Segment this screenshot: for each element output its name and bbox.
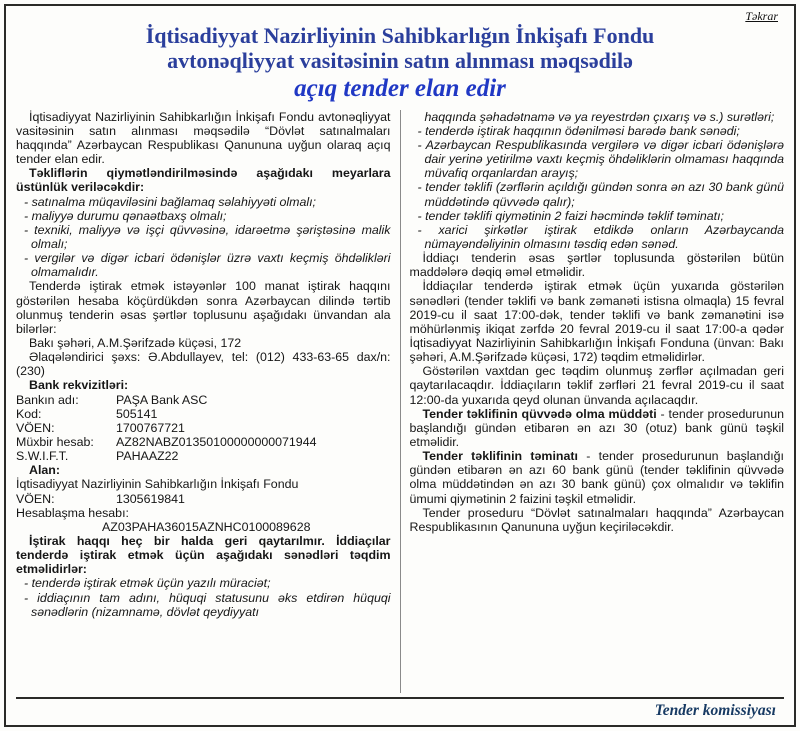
repeat-note: Təkrar (745, 9, 778, 23)
list-item: - Azərbaycan Respublikasında vergilərə və digər icbari ödənişlərə dair yerinə yetirilmə vaxtı keçmiş öhdəliklərin olmaması haqqında müvafiq orqanlardan arayış; (417, 138, 784, 181)
detail-value: PAŞA Bank ASC (116, 392, 208, 407)
title-line-3: açıq tender elan edir (294, 75, 506, 103)
detail-label: VÖEN: (16, 491, 55, 506)
left-column (16, 110, 400, 693)
list-item: - xarici şirkətlər iştirak etdikdə onların Azərbaycanda nümayəndəliyinin olmasını təsdiq edən sənəd. (417, 222, 784, 252)
paragraph (410, 407, 785, 449)
detail-row (16, 435, 391, 449)
detail-label: S.W.I.F.T. (16, 449, 69, 464)
paragraph: İqtisadiyyat Nazirliyinin Sahibkarlığın İnkişafı Fondu avtonəqliyyat vasitəsinin satın alınması məqsədilə “Dövlət satınalmaları haqqında” Azərbaycan Respublikası Qanununa uyğun olaraq açıq tender elan edir. (16, 109, 391, 167)
detail-label: VÖEN: (16, 420, 55, 435)
text-run: - tender prosedurunun başlandığı gündən etibarən ən azı 60 bank günü (tender təklifinin qüvvədə olma müddətindən ən azı 30 bank günü) çox olmalıdır və təklifin ümumi qiymətinin 2 faizini təşkil etməlidir. (409, 449, 784, 506)
detail-label: Bankın adı: (16, 392, 79, 407)
paragraph: Əlaqələndirici şəxs: Ə.Abdullayev, tel: (012) 433-63-65 dax/n: (230) (16, 350, 391, 379)
detail-value: PAHAAZ22 (116, 449, 179, 464)
tender-announcement (4, 4, 796, 727)
detail-row (16, 492, 391, 506)
paragraph (410, 449, 785, 506)
footer (16, 697, 784, 720)
signature: Tender komissiyası (654, 702, 776, 719)
paragraph: İddiaçı tenderin əsas şərtlər toplusunda göstərilən bütün maddələrə dəqiq əməl etməlidir. (409, 251, 784, 280)
detail-label: Müxbir hesab: (16, 434, 94, 449)
list-item: - maliyyə durumu qənaətbaxş olmalı; (24, 208, 227, 223)
paragraph: Alan: (29, 463, 60, 478)
list-item: - tenderdə iştirak haqqının ödənilməsi barədə bank sənədi; (417, 123, 740, 138)
list-item: - tenderdə iştirak etmək üçün yazılı müraciət; (24, 576, 271, 591)
paragraph: Təkliflərin qiymətləndirilməsində aşağıdakı meyarlara üstünlük veriləcəkdir: (16, 166, 391, 195)
detail-row (16, 393, 391, 407)
list-item: - texniki, maliyyə və işçi qüvvəsinə, idarəetmə şəriştəsinə malik olmalı; (24, 222, 391, 252)
ad-title (16, 24, 784, 103)
detail-label: Kod: (16, 406, 42, 421)
list-item: haqqında şəhadətnamə və ya reyestrdən çıxarış və s.) surətləri; (424, 109, 775, 124)
bold-lead-text: Tender təklifinin qüvvədə olma müddəti (422, 406, 657, 421)
title-line-2: avtonəqliyyat vasitəsinin satın alınması məqsədilə (167, 47, 633, 73)
detail-value: 505141 (116, 406, 158, 421)
paragraph: Tender proseduru “Dövlət satınalmaları haqqında” Azərbaycan Respublikasının Qanununa uyğun keçiriləcəkdir. (409, 505, 784, 534)
list-item: - tender təklifi (zərflərin açıldığı gündən sonra ən azı 30 bank günü müddətində qüvvədə qalır); (417, 180, 784, 209)
detail-value: 1700767721 (116, 420, 185, 435)
detail-value: AZ82NABZ01350100000000071944 (116, 434, 317, 449)
paragraph: İqtisadiyyat Nazirliyinin Sahibkarlığın İnkişafı Fondu (16, 477, 299, 492)
right-column (401, 110, 785, 693)
list-item: - satınalma müqaviləsini bağlamaq səlahiyyəti olmalı; (24, 194, 317, 209)
paragraph: Göstərilən vaxtdan gec təqdim olunmuş zərflər açılmadan geri qaytarılacaqdır. İddiaçıların təklif zərfləri 21 fevral 2019-cu il saat 12:00-da yuxarıda qeyd olunan ünvanda açılacaqdır. (409, 364, 784, 407)
paragraph: Hesablaşma hesabı: (16, 505, 129, 520)
detail-row (16, 407, 391, 421)
title-line-1: İqtisadiyyat Nazirliyinin Sahibkarlığın İnkişafı Fondu (145, 23, 655, 48)
detail-row (16, 449, 391, 463)
detail-value: 1305619841 (116, 491, 185, 506)
list-item: - vergilər və digər icbari ödənişlər üzrə vaxtı keçmiş öhdəlikləri olmamalıdır. (24, 251, 391, 280)
list-item: - iddiaçının tam adını, hüquqi statusunu əks etdirən hüquqi sənədlərin (nizamnamə, dövlət qeydiyyatı (24, 590, 391, 619)
paragraph: İddiaçılar tenderdə iştirak etmək üçün yuxarıda göstərilən sənədləri (tender təklifi və bank zəmanəti istisna olmaqla) 15 fevral 2019-cu il saat 17:00-dək, tender təklifi və bank zəmanətini isə möhürlənmiş ikiqat zərfdə 20 fevral 2019-cu il saat 17:00-a qədər İqtisadiyyat Nazirliyinin Sahibkarlığın İnkişafı Fonduna (ünvan: Bakı şəhəri, A.M.Şərifzadə küçəsi, 172) təqdim etməlidirlər. (409, 279, 784, 365)
article-body (16, 110, 784, 693)
text-run: - tender prosedurunun başlandığı gündən etibarən ən azı 30 (otuz) bank günü təşkil etməlidir. (409, 406, 784, 449)
list-item: - tender təklifi qiymətinin 2 faizi həcmində təklif təminatı; (417, 208, 724, 223)
detail-row (16, 421, 391, 435)
paragraph: Bakı şəhəri, A.M.Şərifzadə küçəsi, 172 (29, 336, 242, 350)
paragraph: Tenderdə iştirak etmək istəyənlər 100 manat iştirak haqqını göstərilən hesaba köçürdükdən sonra Azərbaycan dilində tərtib olunmuş tenderin əsas şərtlər toplusunu aşağıdakı ünvandan ala bilərlər: (16, 279, 391, 336)
paragraph: İştirak haqqı heç bir halda geri qaytarılmır. İddiaçılar tenderdə iştirak etmək üçün aşağıdakı sənədləri təqdim etməlidirlər: (16, 533, 391, 577)
paragraph: AZ03PAHA36015AZNHC0100089628 (102, 519, 311, 534)
bold-lead-text: Tender təklifinin təminatı (422, 449, 578, 464)
paragraph: Bank rekvizitləri: (29, 378, 129, 393)
